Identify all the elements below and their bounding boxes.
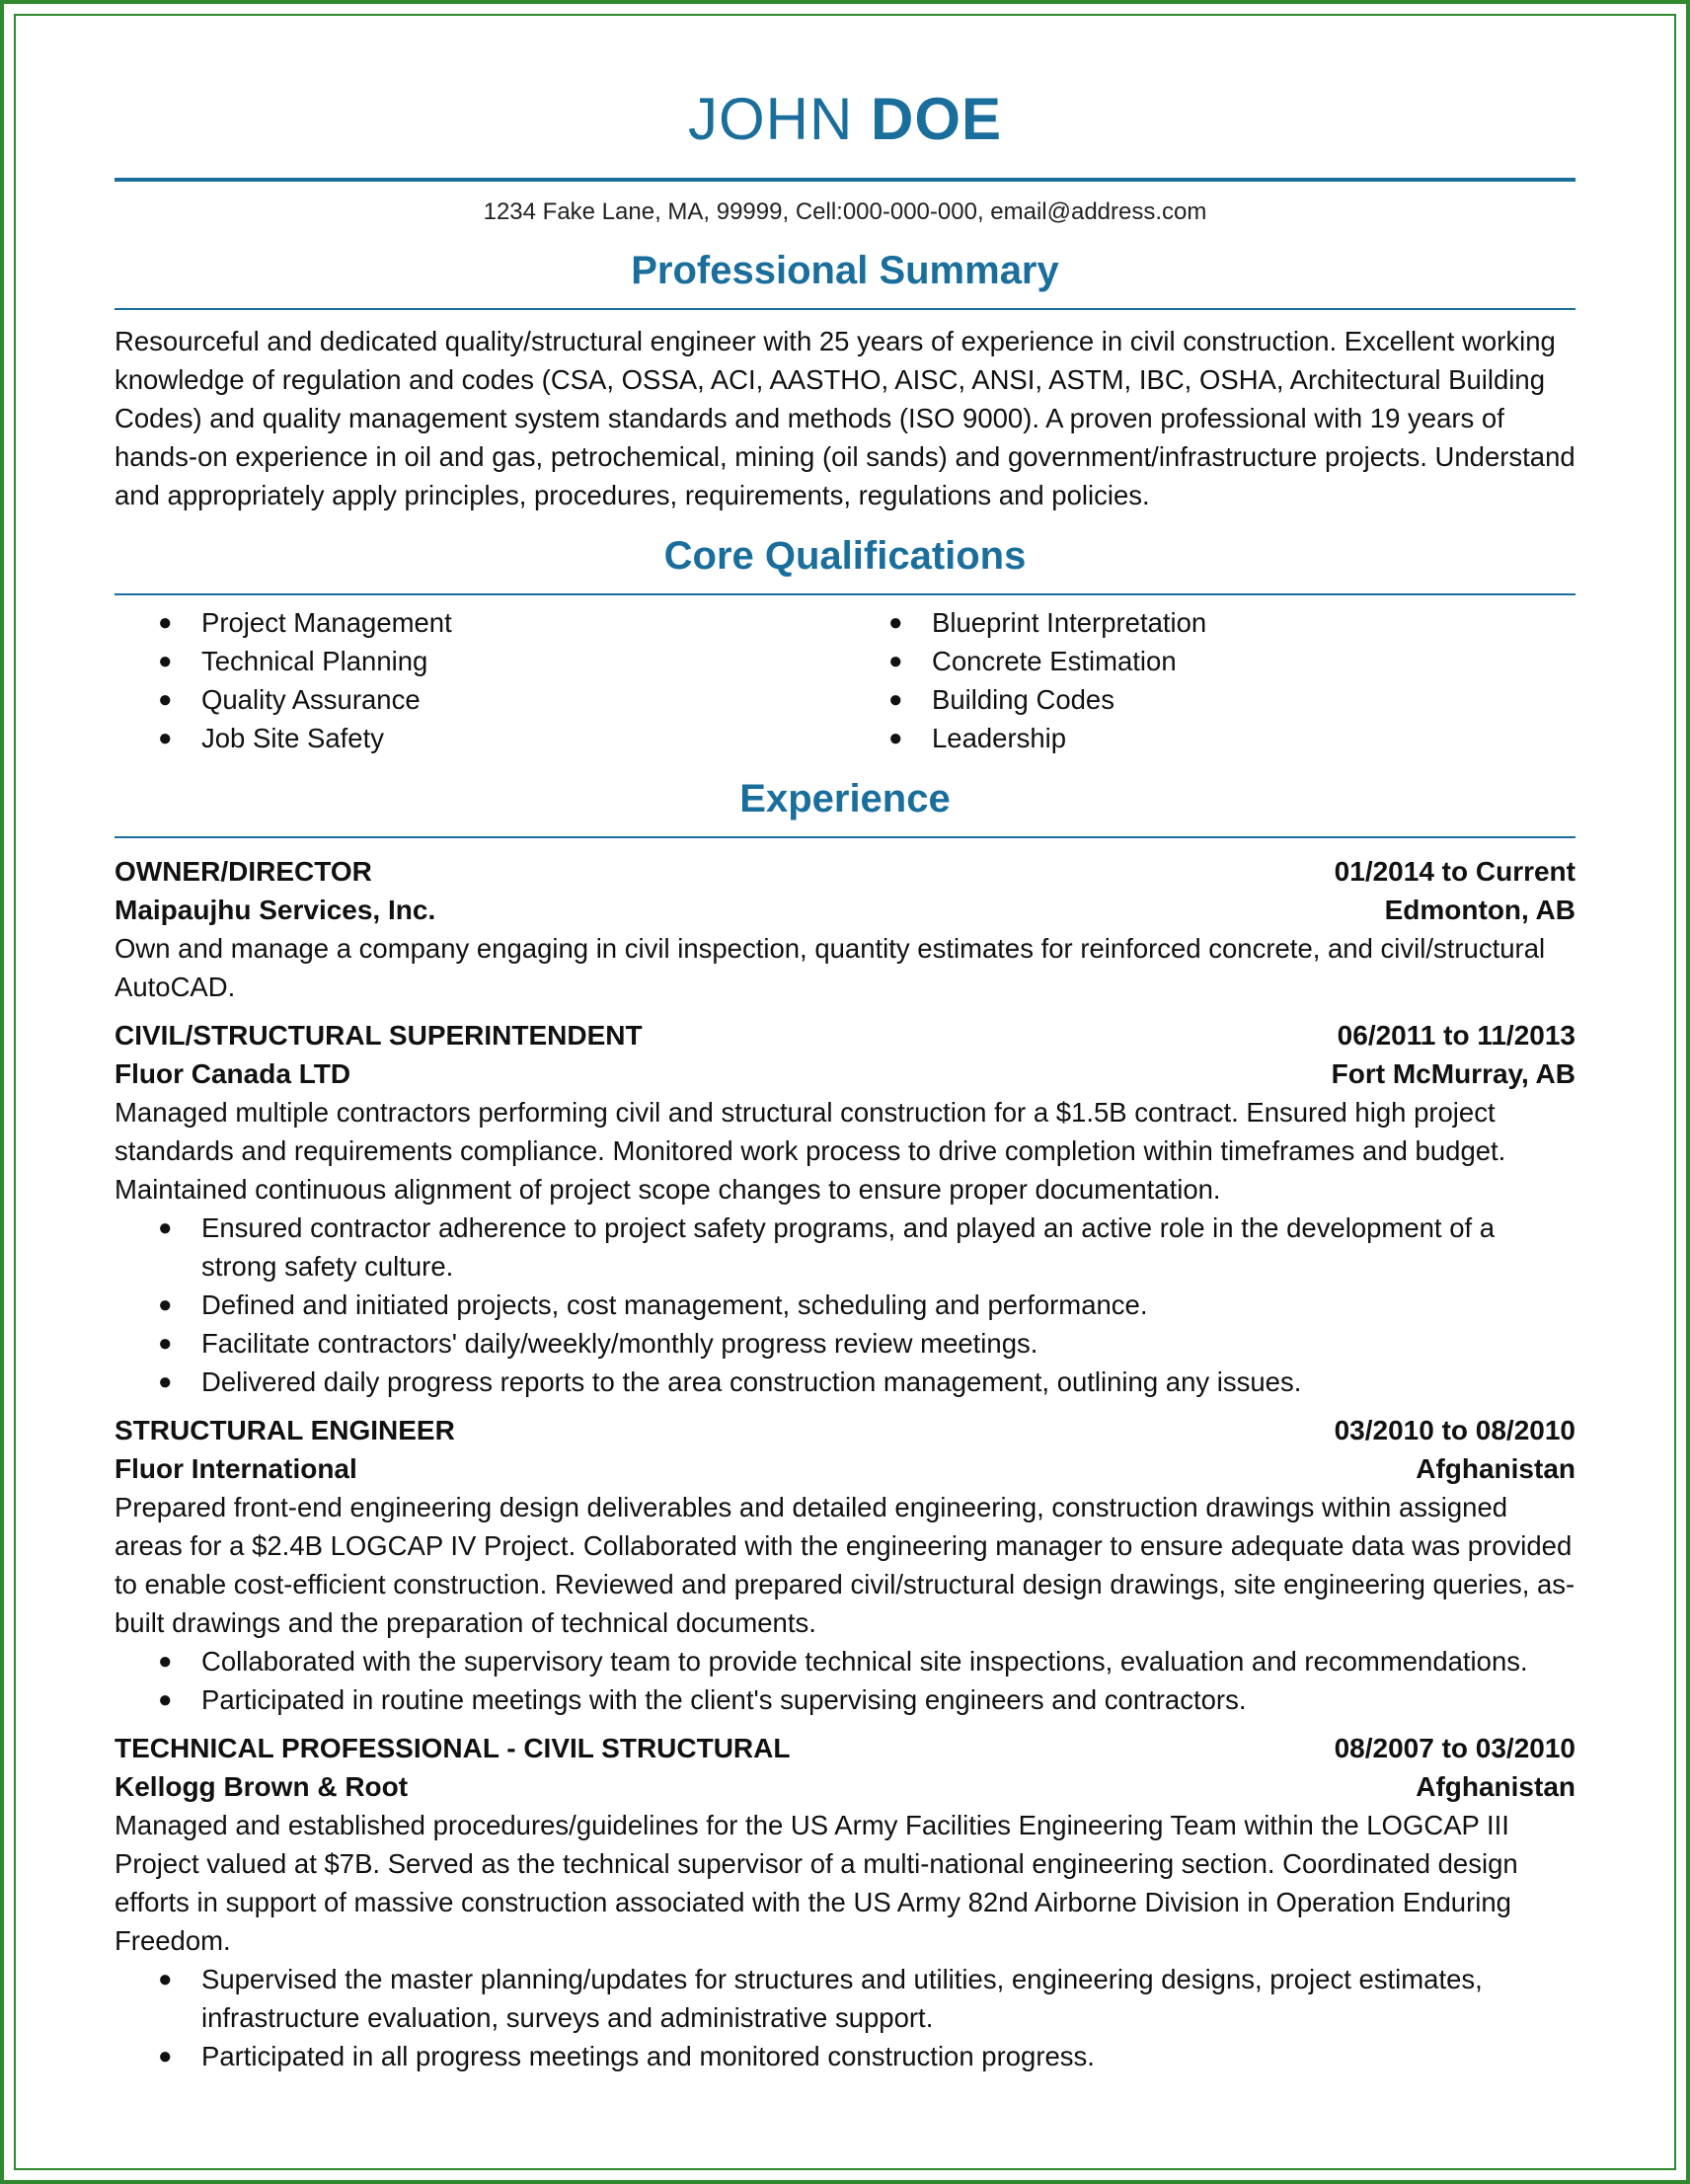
qualifications-divider <box>115 593 1575 595</box>
job-dates: 08/2007 to 03/2010 <box>1334 1733 1575 1763</box>
job-bullets <box>115 1960 1575 2075</box>
list-item: ● Job Site Safety <box>115 719 845 757</box>
job-position: STRUCTURAL ENGINEER <box>115 1415 455 1445</box>
qualifications-column-right <box>845 603 1575 757</box>
resume-document <box>115 69 1575 2075</box>
list-item: ● Facilitate contractors' daily/weekly/monthly progress review meetings. <box>115 1324 1575 1363</box>
job-location: Afghanistan <box>1416 1771 1575 1802</box>
first-name: JOHN <box>687 86 854 152</box>
job-description: Managed and established procedures/guidelines for the US Army Facilities Engineering Team within the LOGCAP III Project valued at $7B. Served as the technical supervisor of a multi-national engineering section. Coordinated design efforts in support of massive construction associated with the US Army 82nd Airborne Division in Operation Enduring Freedom. <box>115 1810 1518 1956</box>
contact-line: 1234 Fake Lane, MA, 99999, Cell:000-000-000, email@address.com <box>483 198 1207 225</box>
bullet-icon: ● <box>158 1291 173 1318</box>
list-item: ● Building Codes <box>845 680 1575 719</box>
job-description: Prepared front-end engineering design deliverables and detailed engineering, construction drawings within assigned areas for a $2.4B LOGCAP IV Project. Collaborated with the engineering manager to ensure adequate data was provided to enable cost-efficient construction. Reviewed and prepared civil/structural design drawings, site engineering queries, as-built drawings and the preparation of technical documents. <box>115 1492 1575 1638</box>
list-item: ● Participated in routine meetings with the client's supervising engineers and contractors. <box>115 1680 1575 1719</box>
bullet-icon: ● <box>888 609 903 636</box>
job-company: Fluor Canada LTD <box>115 1058 351 1089</box>
list-item: ● Supervised the master planning/updates for structures and utilities, engineering designs, project estimates, infrastructure evaluation, surveys and administrative support. <box>115 1960 1575 2037</box>
header-divider <box>115 178 1575 182</box>
name-heading <box>115 83 1575 156</box>
list-item: ● Technical Planning <box>115 642 845 680</box>
job-company: Fluor International <box>115 1453 357 1484</box>
job-location: Edmonton, AB <box>1384 895 1575 925</box>
list-item: ● Quality Assurance <box>115 680 845 719</box>
list-item: ● Ensured contractor adherence to project safety programs, and played an active role in the development of a strong safety culture. <box>115 1209 1575 1286</box>
job-entry <box>115 1016 1575 1401</box>
job-location: Afghanistan <box>1416 1453 1575 1484</box>
list-item: ● Participated in all progress meetings and monitored construction progress. <box>115 2037 1575 2075</box>
bullet-icon: ● <box>158 1330 173 1357</box>
list-item: ● Delivered daily progress reports to the area construction management, outlining any issues. <box>115 1363 1575 1401</box>
bullet-icon: ● <box>888 648 903 674</box>
list-item: ● Project Management <box>115 603 845 642</box>
job-entry <box>115 1729 1575 2075</box>
last-name: DOE <box>870 86 1003 152</box>
bullet-icon: ● <box>158 725 173 751</box>
summary-title: Professional Summary <box>631 249 1059 292</box>
qualifications-list <box>115 603 1575 757</box>
job-position: CIVIL/STRUCTURAL SUPERINTENDENT <box>115 1020 643 1051</box>
qualifications-title: Core Qualifications <box>663 534 1027 578</box>
job-bullets <box>115 1209 1575 1401</box>
bullet-icon: ● <box>158 1686 173 1713</box>
job-bullets <box>115 1642 1575 1719</box>
bullet-icon: ● <box>888 686 903 713</box>
job-location: Fort McMurray, AB <box>1331 1058 1575 1089</box>
job-description: Own and manage a company engaging in civil inspection, quantity estimates for reinforced concrete, and civil/structural AutoCAD. <box>115 933 1546 1002</box>
list-item: ● Concrete Estimation <box>845 642 1575 680</box>
bullet-icon: ● <box>888 725 903 751</box>
summary-text: Resourceful and dedicated quality/structural engineer with 25 years of experience in civil construction. Excellent working knowledge of regulation and codes (CSA, OSSA, ACI, AASTHO, AISC, ANSI, ASTM, IBC, OSHA, Architectural Building Codes) and quality management system standards and methods (ISO 9000). A proven professional with 19 years of hands-on experience in oil and gas, petrochemical, mining (oil sands) and government/infrastructure projects. Understand and appropriately apply principles, procedures, requirements, regulations and policies. <box>115 326 1575 510</box>
list-item: ● Collaborated with the supervisory team to provide technical site inspections, evaluation and recommendations. <box>115 1642 1575 1680</box>
job-company: Kellogg Brown & Root <box>115 1771 409 1802</box>
list-item: ● Defined and initiated projects, cost management, scheduling and performance. <box>115 1286 1575 1324</box>
bullet-icon: ● <box>158 2043 173 2069</box>
summary-divider <box>115 308 1575 310</box>
job-dates: 06/2011 to 11/2013 <box>1337 1020 1575 1051</box>
bullet-icon: ● <box>158 1966 173 1992</box>
job-entry <box>115 1411 1575 1719</box>
bullet-icon: ● <box>158 609 173 636</box>
job-description: Managed multiple contractors performing civil and structural construction for a $1.5B contract. Ensured high project standards and requirements compliance. Monitored work process to drive completion within timeframes and budget. Maintained continuous alignment of project scope changes to ensure proper documentation. <box>115 1097 1506 1205</box>
qualifications-column-left <box>115 603 845 757</box>
job-entry <box>115 852 1575 1006</box>
bullet-icon: ● <box>158 1648 173 1675</box>
experience-title: Experience <box>739 777 951 820</box>
list-item: ● Blueprint Interpretation <box>845 603 1575 642</box>
bullet-icon: ● <box>158 1214 173 1241</box>
job-position: TECHNICAL PROFESSIONAL - CIVIL STRUCTURAL <box>115 1733 791 1763</box>
bullet-icon: ● <box>158 1368 173 1395</box>
bullet-icon: ● <box>158 648 173 674</box>
job-company: Maipaujhu Services, Inc. <box>115 895 436 925</box>
experience-divider <box>115 836 1575 838</box>
job-dates: 01/2014 to Current <box>1334 856 1575 887</box>
bullet-icon: ● <box>158 686 173 713</box>
job-dates: 03/2010 to 08/2010 <box>1334 1415 1575 1445</box>
job-position: OWNER/DIRECTOR <box>115 856 372 887</box>
list-item: ● Leadership <box>845 719 1575 757</box>
